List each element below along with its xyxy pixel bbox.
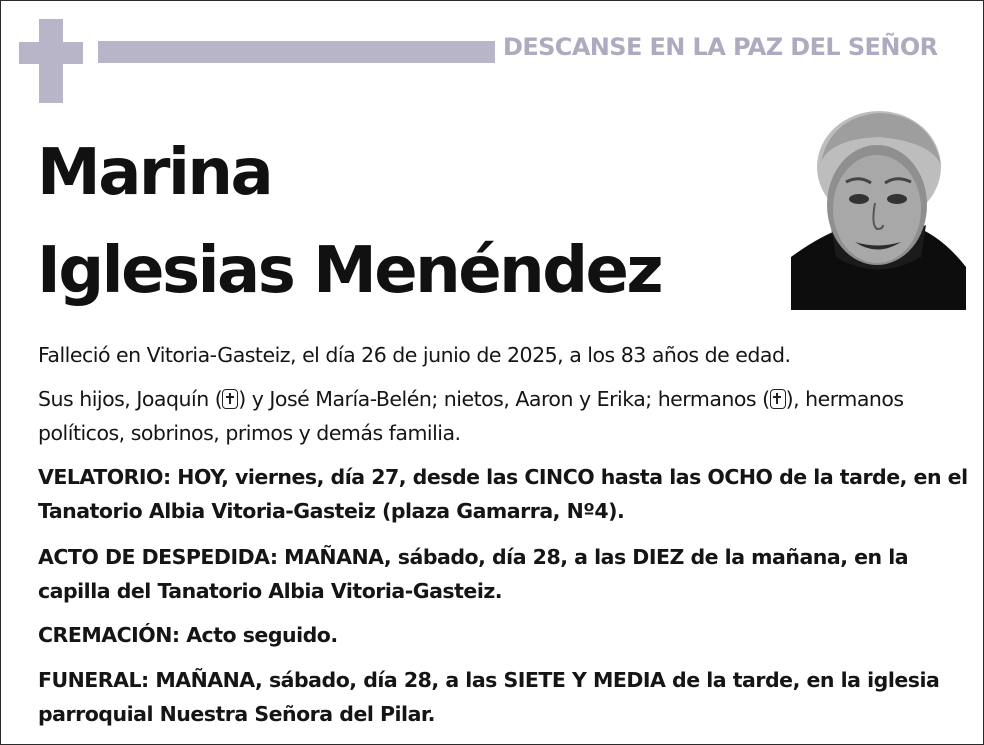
deceased-first-name: Marina: [37, 136, 272, 210]
velatorio-text: VELATORIO: HOY, viernes, día 27, desde las CINCO hasta las OCHO de la tarde, en el Tanatorio Albia Vitoria-Gasteiz (plaza Gamarra, Nº4).: [38, 465, 968, 523]
header-rule: [98, 41, 495, 63]
cross-in-box-icon: [222, 389, 238, 409]
death-notice: Falleció en Vitoria-Gasteiz, el día 26 de junio de 2025, a los 83 años de edad.: [38, 343, 791, 367]
deceased-surnames: Iglesias Menéndez: [37, 234, 662, 308]
cremacion-text: CREMACIÓN: Acto seguido.: [38, 623, 338, 647]
funeral-text: FUNERAL: MAÑANA, sábado, día 28, a las SIETE Y MEDIA de la tarde, en la iglesia parroquial Nuestra Señora del Pilar.: [38, 668, 940, 726]
family-paragraph: [38, 382, 968, 450]
despedida-paragraph: [38, 540, 968, 608]
header-title: DESCANSE EN LA PAZ DEL SEÑOR: [503, 33, 938, 61]
family-text-1: Sus hijos, Joaquín (: [38, 387, 223, 411]
funeral-paragraph: [38, 663, 968, 731]
family-text-2: ) y José María-Belén; nietos, Aaron y Erika; hermanos (: [238, 387, 770, 411]
cremacion-paragraph: [38, 618, 968, 652]
velatorio-paragraph: [38, 460, 968, 528]
family-text-3: ), hermanos políticos, sobrinos, primos y demás familia.: [38, 387, 904, 445]
despedida-text: ACTO DE DESPEDIDA: MAÑANA, sábado, día 28, a las DIEZ de la mañana, en la capilla del Tanatorio Albia Vitoria-Gasteiz.: [38, 545, 909, 603]
obituary-body: [38, 338, 968, 372]
cross-in-box-icon: [770, 389, 786, 409]
deceased-portrait: [791, 107, 966, 310]
